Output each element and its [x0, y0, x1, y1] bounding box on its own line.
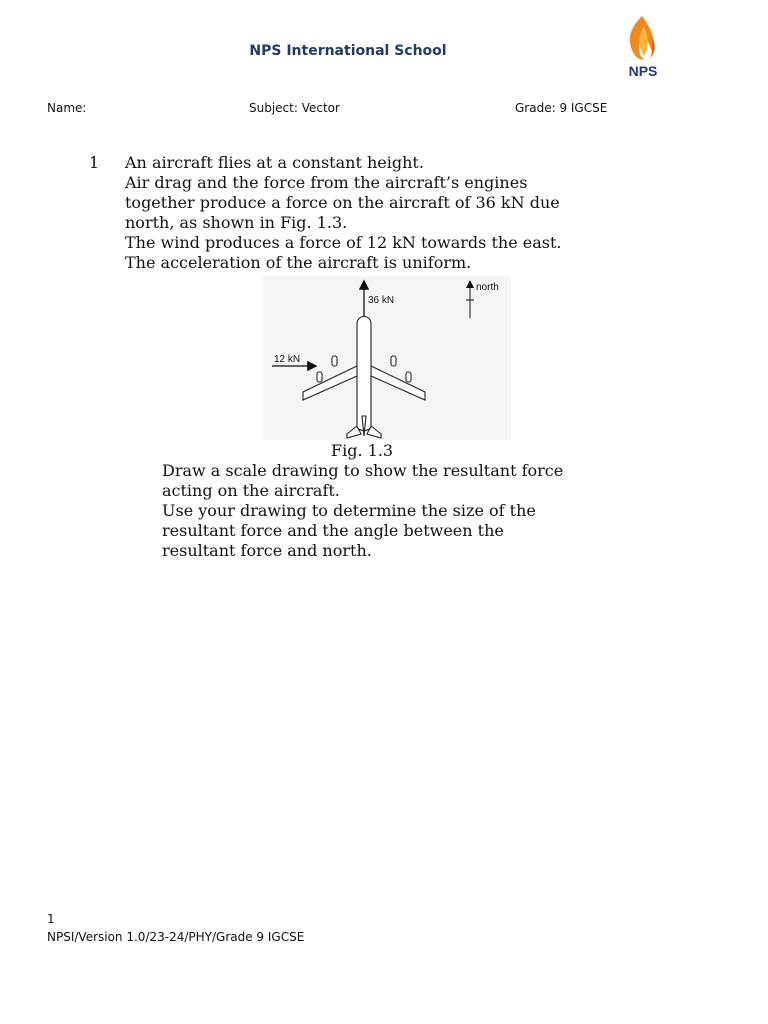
task-line: Use your drawing to determine the size of the	[162, 501, 536, 520]
question-text	[125, 153, 625, 273]
nps-logo	[612, 14, 674, 80]
subject-label: Subject: Vector	[249, 101, 340, 115]
flame-icon	[612, 14, 674, 80]
aircraft-diagram	[263, 276, 511, 440]
question-line: The acceleration of the aircraft is uniform.	[125, 253, 472, 272]
question-line: The wind produces a force of 12 kN towards the east.	[125, 233, 562, 252]
question-line: Air drag and the force from the aircraft’s engines	[125, 173, 528, 192]
school-name: NPS International School	[249, 43, 447, 59]
task-line: Draw a scale drawing to show the resultant force	[162, 461, 564, 480]
question-line: An aircraft flies at a constant height.	[125, 153, 424, 172]
footer-version: NPSI/Version 1.0/23-24/PHY/Grade 9 IGCSE	[47, 930, 305, 944]
east-force-label: 12 kN	[274, 354, 301, 365]
name-label: Name:	[47, 101, 87, 115]
north-force-label: 36 kN	[368, 295, 395, 306]
question-line: together produce a force on the aircraft of 36 kN due	[125, 193, 560, 212]
aircraft-figure	[263, 276, 511, 440]
grade-label: Grade: 9 IGCSE	[515, 101, 608, 115]
question-line: north, as shown in Fig. 1.3.	[125, 213, 348, 232]
compass-label: north	[476, 282, 499, 293]
task-line: acting on the aircraft.	[162, 481, 340, 500]
logo-text: NPS	[628, 63, 658, 79]
figure-caption: Fig. 1.3	[331, 441, 394, 460]
task-text	[162, 461, 632, 561]
question-number: 1	[89, 153, 100, 172]
task-line: resultant force and north.	[162, 541, 372, 560]
task-line: resultant force and the angle between the	[162, 521, 504, 540]
aircraft-icon	[303, 317, 425, 439]
page-number: 1	[47, 912, 55, 926]
